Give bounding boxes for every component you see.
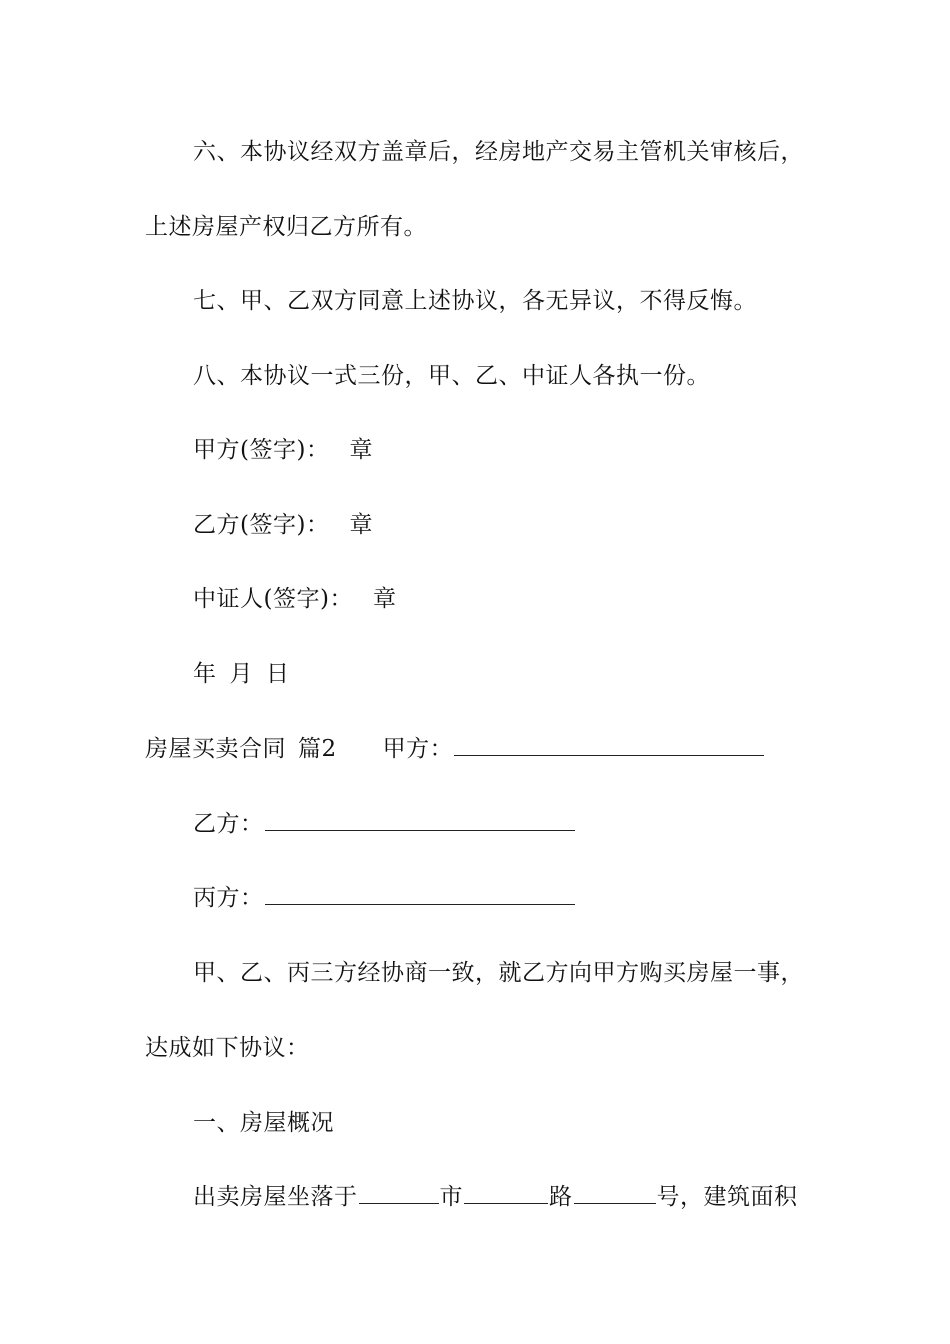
contract-2-party-b xyxy=(193,809,576,839)
party-b-name-blank xyxy=(265,810,575,831)
party-b-signature-label: 乙方(签字)： xyxy=(193,512,330,538)
property-location-line xyxy=(193,1182,798,1212)
contract-2-header xyxy=(145,734,765,764)
party-c-name-blank xyxy=(265,884,575,905)
clause-8: 八、本协议一式三份，甲、乙、中证人各执一份。 xyxy=(193,363,710,389)
party-b-signature xyxy=(193,510,373,540)
contract-2-intro-line-2: 达成如下协议： xyxy=(145,1035,310,1061)
section-heading-property-overview: 一、房屋概况 xyxy=(193,1110,334,1136)
witness-signature xyxy=(193,584,396,614)
number-blank xyxy=(574,1183,656,1204)
location-city: 市 xyxy=(439,1184,463,1210)
clause-7: 七、甲、乙双方同意上述协议，各无异议，不得反悔。 xyxy=(193,288,757,314)
location-road: 路 xyxy=(549,1184,573,1210)
signing-date xyxy=(193,659,290,689)
contract-2-party-b-label: 乙方： xyxy=(193,811,264,837)
date-month: 月 xyxy=(229,661,253,687)
clause-6-line-2: 上述房屋产权归乙方所有。 xyxy=(145,214,427,240)
road-blank xyxy=(464,1183,548,1204)
contract-2-party-a-label: 甲方： xyxy=(382,736,454,762)
date-day: 日 xyxy=(266,661,290,687)
contract-2-intro-line-1: 甲、乙、丙三方经协商一致，就乙方向甲方购买房屋一事， xyxy=(193,960,804,986)
party-a-seal: 章 xyxy=(349,437,373,463)
city-blank xyxy=(359,1183,439,1204)
witness-signature-label: 中证人(签字)： xyxy=(193,586,353,612)
location-number: 号，建筑面积 xyxy=(656,1184,798,1210)
contract-2-party-c-label: 丙方： xyxy=(193,885,264,911)
witness-seal: 章 xyxy=(372,586,397,612)
clause-6-line-1: 六、本协议经双方盖章后，经房地产交易主管机关审核后， xyxy=(193,139,804,165)
location-prefix: 出卖房屋坐落于 xyxy=(193,1184,358,1210)
party-b-seal: 章 xyxy=(349,512,373,538)
party-a-signature-label: 甲方(签字)： xyxy=(193,437,330,463)
party-a-name-blank xyxy=(454,735,764,756)
contract-2-party-c xyxy=(193,883,576,913)
contract-2-section: 篇2 xyxy=(298,736,337,762)
contract-2-title: 房屋买卖合同 xyxy=(145,736,286,762)
party-a-signature xyxy=(193,435,373,465)
date-year: 年 xyxy=(193,661,217,687)
